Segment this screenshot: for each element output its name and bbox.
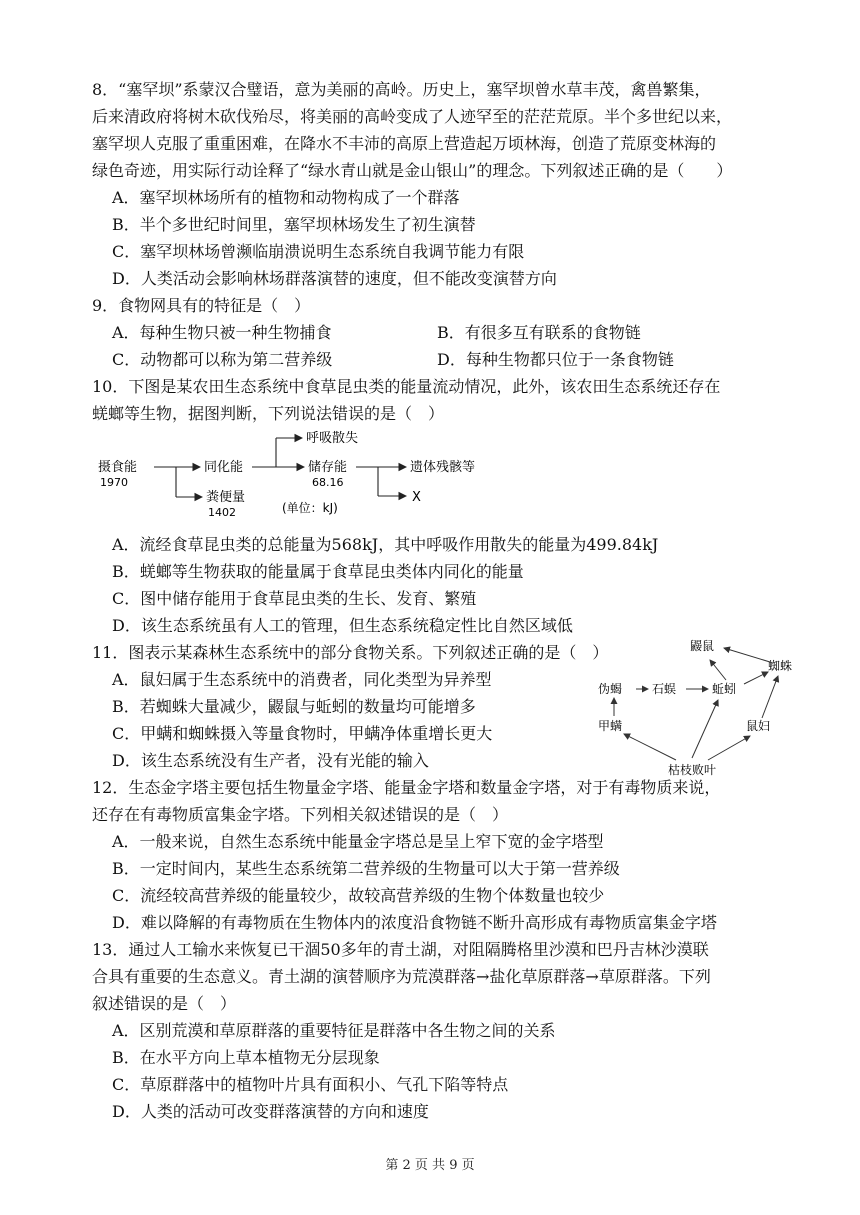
q11-stem: 11．图表示某森林生态系统中的部分食物关系。下列叙述正确的是（ ） — [92, 643, 609, 662]
mole-node: 鼹鼠 — [690, 639, 715, 653]
q13-line: 合具有重要的生态意义。青土湖的演替顺序为荒漠群落→盐化草原群落→草原群落。下列 — [92, 967, 711, 986]
q9-option-d: D．每种生物都只位于一条食物链 — [437, 350, 674, 369]
assimilation-label: 同化能 — [204, 460, 244, 475]
q10-line: 蜣螂等生物，据图判断，下列说法错误的是（ ） — [92, 404, 445, 423]
intake-label: 摄食能 — [98, 460, 138, 475]
feces-value: 1402 — [208, 506, 236, 519]
q8-option-b: B．半个多世纪时间里，塞罕坝林场发生了初生演替 — [112, 215, 476, 234]
q10-option-d: D．该生态系统虽有人工的管理，但生态系统稳定性比自然区域低 — [112, 616, 573, 635]
page-footer: 第 2 页 共 9 页 — [385, 1158, 475, 1173]
q8-option-c: C．塞罕坝林场曾濒临崩溃说明生态系统自我调节能力有限 — [112, 242, 525, 261]
q8-line: 塞罕坝人克服了重重困难，在降水不丰沛的高原上营造起万顷林海，创造了荒原变林海的 — [92, 134, 717, 153]
feces-label: 粪便量 — [206, 490, 246, 505]
q10-option-c: C．图中储存能用于食草昆虫类的生长、发育、繁殖 — [112, 589, 477, 608]
q9-option-a: A．每种生物只被一种生物捕食 — [112, 323, 332, 342]
q12-option-c: C．流经较高营养级的能量较少，故较高营养级的生物个体数量也较少 — [112, 886, 605, 905]
q11-option-b: B．若蜘蛛大量减少，鼹鼠与蚯蚓的数量均可能增多 — [112, 697, 476, 716]
q9-option-c: C．动物都可以称为第二营养级 — [112, 350, 333, 369]
q10-option-b: B．蜣螂等生物获取的能量属于食草昆虫类体内同化的能量 — [112, 562, 524, 581]
q13-line: 13．通过人工输水来恢复已干涸50多年的青土湖，对阻隔腾格里沙漠和巴丹吉林沙漠联 — [92, 940, 709, 959]
q8-line: 后来清政府将树木砍伐殆尽，将美丽的高岭变成了人迹罕至的茫茫荒原。半个多世纪以来， — [92, 107, 733, 126]
q12-line: 12．生态金字塔主要包括生物量金字塔、能量金字塔和数量金字塔，对于有毒物质来说， — [92, 778, 721, 797]
centipede-node: 石蜈 — [652, 682, 677, 696]
food-web-diagram — [590, 632, 810, 780]
q10-line: 10．下图是某农田生态系统中食草昆虫类的能量流动情况，此外，该农田生态系统还存在 — [92, 377, 721, 396]
spider-node: 蜘蛛 — [768, 659, 793, 673]
energy-flow-diagram — [96, 430, 516, 526]
q11-option-d: D．该生态系统没有生产者，没有光能的输入 — [112, 751, 429, 770]
mite-node: 甲螨 — [598, 719, 623, 733]
respiration-label: 呼吸散失 — [306, 431, 359, 446]
q8-line: 绿色奇迹，用实际行动诠释了“绿水青山就是金山银山”的理念。下列叙述正确的是（ ） — [92, 161, 733, 180]
q9-option-b: B．有很多互有联系的食物链 — [437, 323, 641, 342]
storage-value: 68.16 — [312, 476, 344, 489]
pseudoscorpion-node: 伪蝎 — [598, 682, 623, 696]
q11-option-c: C．甲螨和蜘蛛摄入等量食物时，甲螨净体重增长更大 — [112, 724, 493, 743]
q13-option-a: A．区别荒漠和草原群落的重要特征是群落中各生物之间的关系 — [112, 1021, 556, 1040]
intake-value: 1970 — [100, 476, 128, 489]
q13-option-b: B．在水平方向上草本植物无分层现象 — [112, 1048, 380, 1067]
q13-option-d: D．人类的活动可改变群落演替的方向和速度 — [112, 1102, 429, 1121]
q8-option-a: A．塞罕坝林场所有的植物和动物构成了一个群落 — [112, 188, 460, 207]
storage-label: 储存能 — [308, 460, 348, 475]
q9-stem: 9．食物网具有的特征是（ ） — [92, 296, 311, 315]
x-label: X — [412, 490, 421, 505]
q11-option-a: A．鼠妇属于生态系统中的消费者，同化类型为异养型 — [112, 670, 492, 689]
earthworm-node: 蚯蚓 — [712, 682, 737, 696]
q10-option-a: A．流经食草昆虫类的总能量为568kJ，其中呼吸作用散失的能量为499.84kJ — [112, 535, 659, 554]
q12-option-b: B．一定时间内，某些生态系统第二营养级的生物量可以大于第一营养级 — [112, 859, 620, 878]
q12-line: 还存在有毒物质富集金字塔。下列相关叙述错误的是（ ） — [92, 805, 509, 824]
unit-label: (单位：kJ) — [282, 501, 338, 515]
q13-line: 叙述错误的是（ ） — [92, 994, 237, 1013]
woodlouse-node: 鼠妇 — [746, 719, 771, 733]
q8-line: 8．“塞罕坝”系蒙汉合璧语，意为美丽的高岭。历史上，塞罕坝曾水草丰茂，禽兽繁集， — [92, 80, 711, 99]
q12-option-a: A．一般来说，自然生态系统中能量金字塔总是呈上窄下宽的金字塔型 — [112, 832, 604, 851]
litter-node: 枯枝败叶 — [668, 763, 717, 777]
q8-option-d: D．人类活动会影响林场群落演替的速度，但不能改变演替方向 — [112, 269, 557, 288]
remains-label: 遗体残骸等 — [410, 460, 476, 475]
q12-option-d: D．难以降解的有毒物质在生物体内的浓度沿食物链不断升高形成有毒物质富集金字塔 — [112, 913, 717, 932]
q13-option-c: C．草原群落中的植物叶片具有面积小、气孔下陷等特点 — [112, 1075, 509, 1094]
